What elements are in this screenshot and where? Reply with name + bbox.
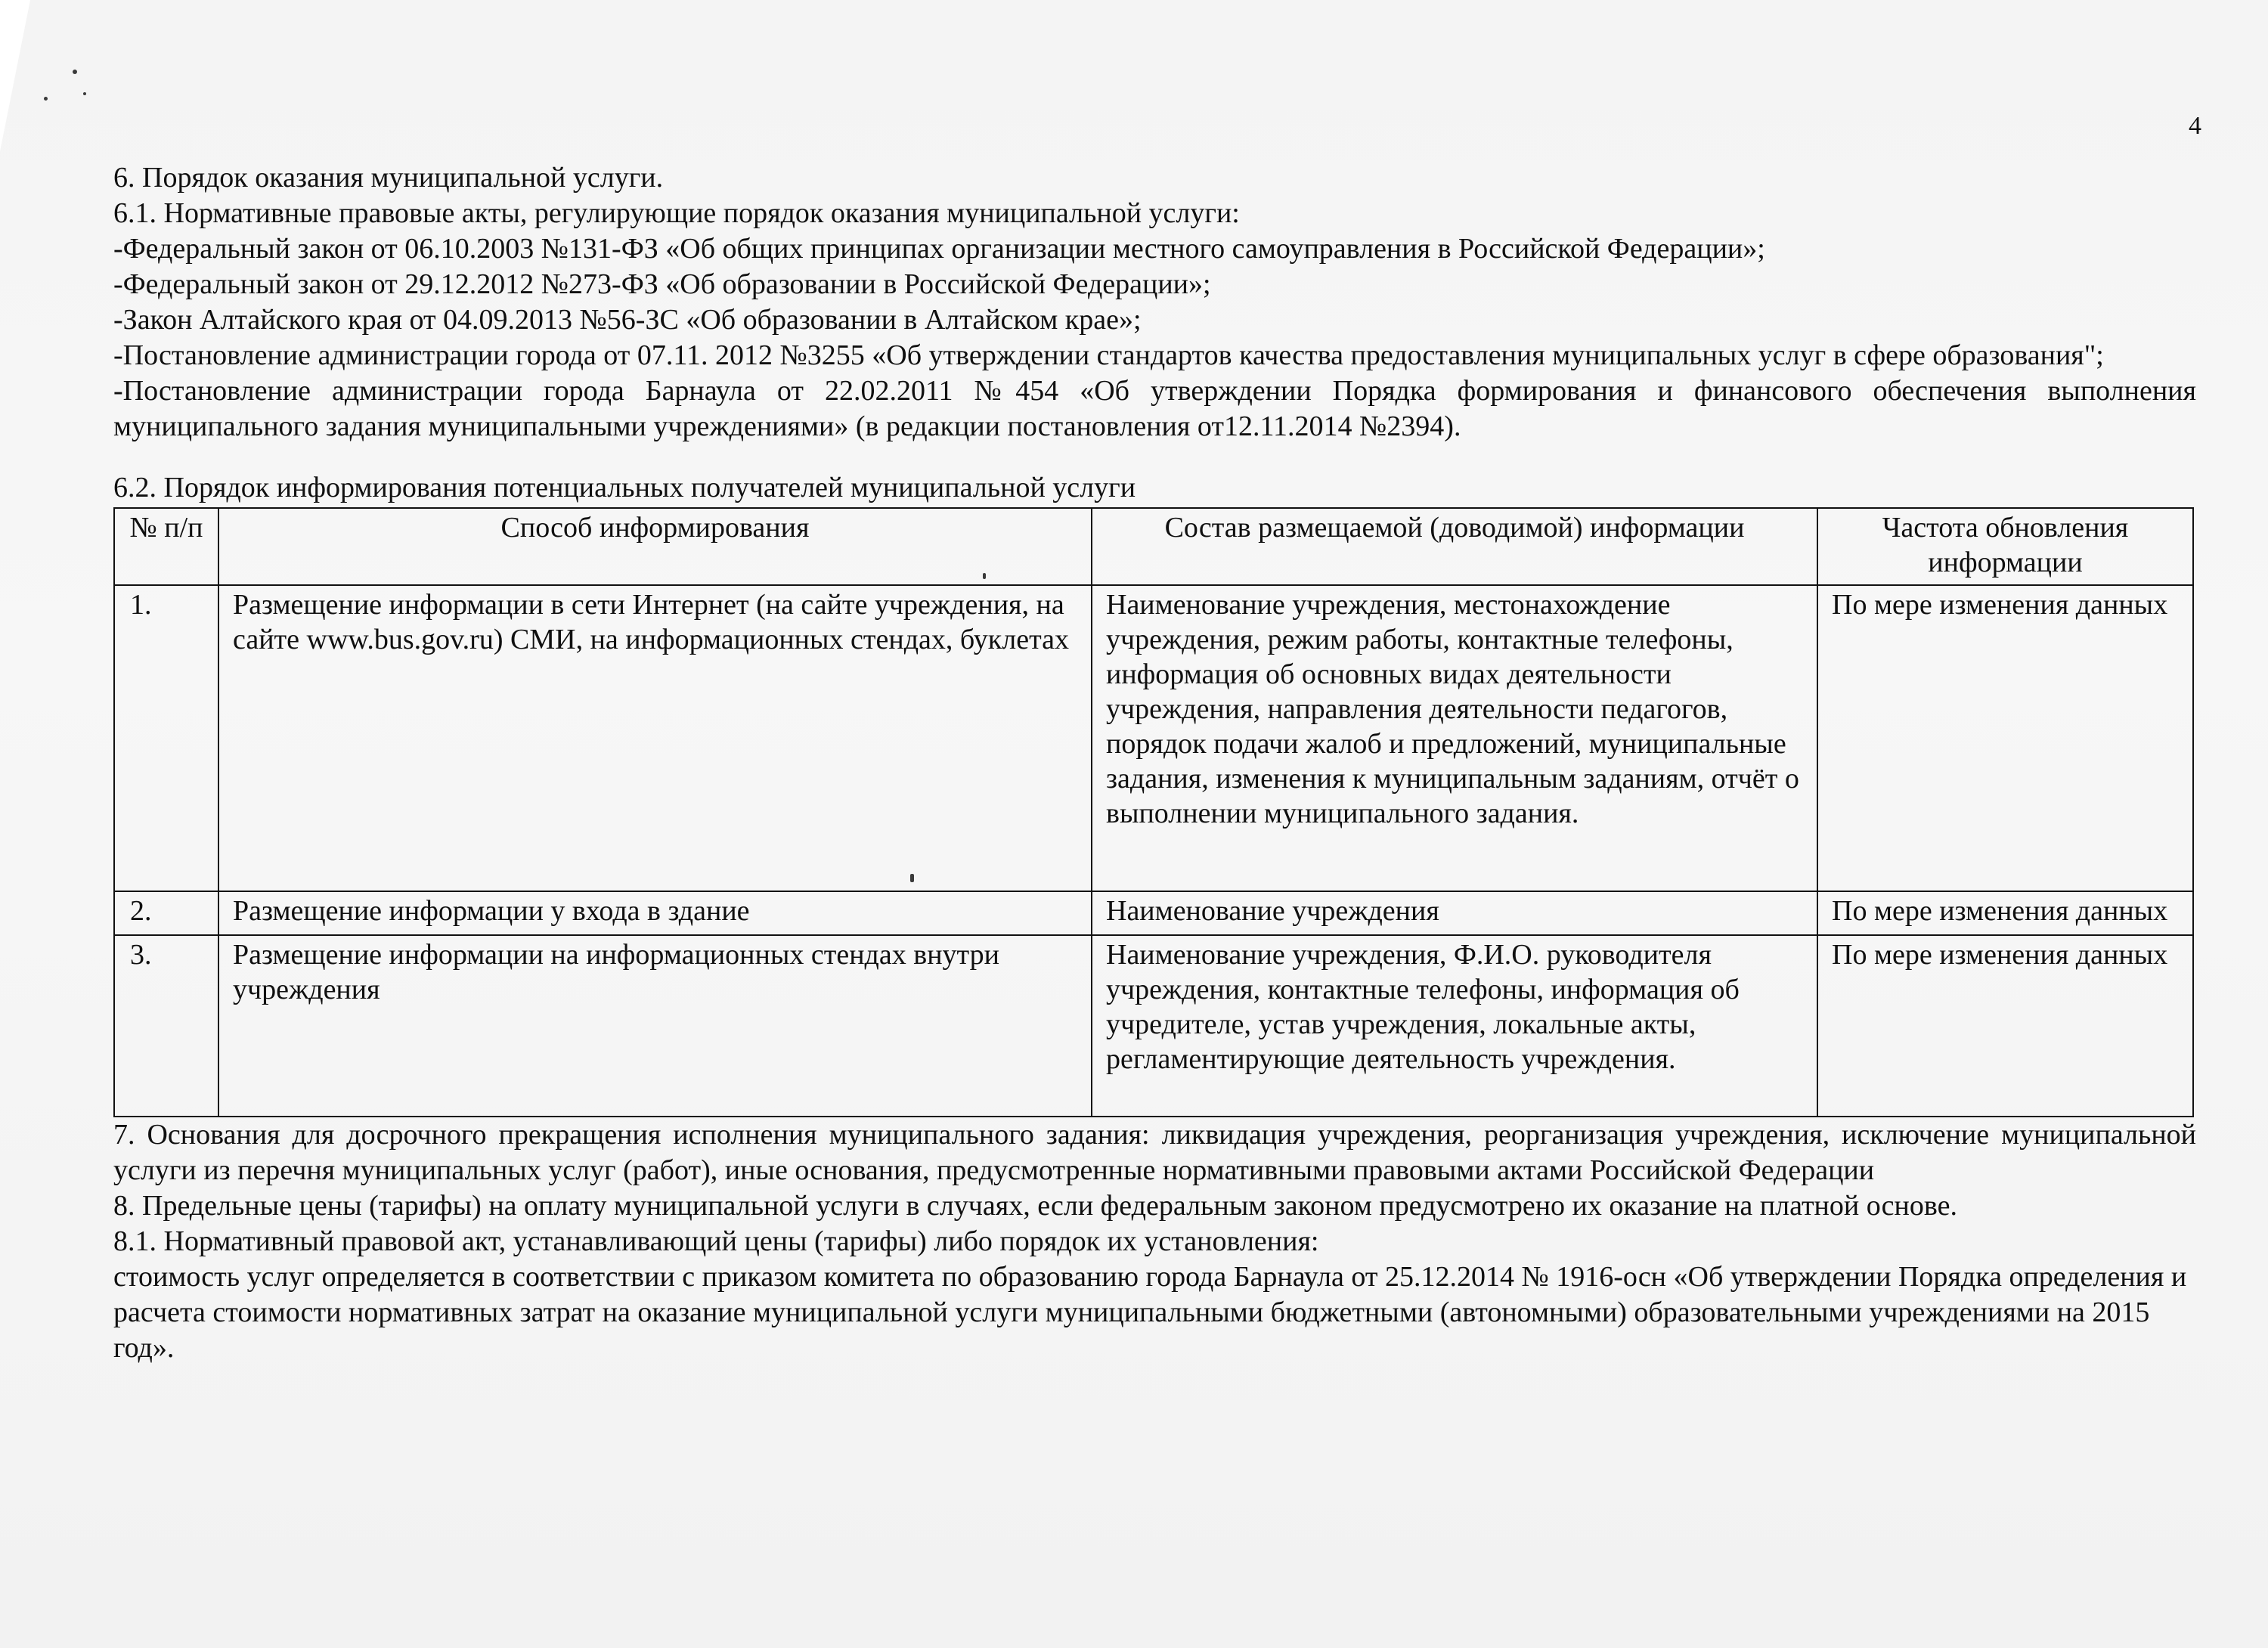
section-8: 8. Предельные цены (тарифы) на оплату муниципальной услуги в случаях, если федеральным законом предусмотрено их оказание на платной основе. — [113, 1190, 1957, 1222]
document-body — [113, 160, 2196, 1366]
header-frequency: Частота обновления информации — [1817, 508, 2193, 585]
row-number: 2. — [114, 891, 218, 935]
header-number: № п/п — [114, 508, 218, 585]
section-8-1-text: стоимость услуг определяется в соответствии с приказом комитета по образованию города Барнаула от 25.12.2014 № 1916-осн «Об утверждении Порядка определения и расчета стоимости нормативных затрат на оказание муниципальной услуги муниципальными бюджетными (автономными) образовательными учреждениями на 2015 год». — [113, 1261, 2187, 1364]
law-item: -Постановление администрации города от 07.11. 2012 №3255 «Об утверждении стандартов качества предоставления муниципальных услуг в сфере образования"; — [113, 339, 2104, 371]
header-method: Способ информирования — [218, 508, 1092, 585]
information-table — [113, 507, 2194, 1117]
page-number: 4 — [2189, 112, 2201, 140]
scan-speck — [83, 92, 86, 95]
law-item: -Постановление администрации города Барнаула от 22.02.2011 №454 «Об утверждении Порядка формирования и финансового обеспечения выполнения муниципального задания муниципальными учреждениями» (в редакции постановления от12.11.2014 №2394). — [113, 375, 2196, 442]
table-row — [114, 935, 2193, 1117]
row-method: Размещение информации в сети Интернет (на сайте учреждения, на сайте www.bus.gov.ru) СМИ, на информационных стендах, буклетах — [218, 585, 1092, 891]
law-item: -Федеральный закон от 06.10.2003 №131-ФЗ «Об общих принципах организации местного самоуправления в Российской Федерации»; — [113, 233, 1765, 265]
section-7: 7. Основания для досрочного прекращения исполнения муниципального задания: ликвидация учреждения, реорганизация учреждения, исключение муниципальной услуги из перечня муниципальных услуг (работ), иные основания, предусмотренные нормативными правовыми актами Российской Федерации — [113, 1119, 2196, 1186]
law-item: -Федеральный закон от 29.12.2012 №273-ФЗ «Об образовании в Российской Федерации»; — [113, 268, 1211, 300]
law-item: -Закон Алтайского края от 04.09.2013 №56-ЗС «Об образовании в Алтайском крае»; — [113, 304, 1142, 336]
row-frequency: По мере изменения данных — [1817, 891, 2193, 935]
table-row — [114, 585, 2193, 891]
table-row — [114, 891, 2193, 935]
row-number: 3. — [114, 935, 218, 1117]
section-8-1-title: 8.1. Нормативный правовой акт, устанавливающий цены (тарифы) либо порядок их установления: — [113, 1225, 1319, 1257]
row-content: Наименование учреждения — [1092, 891, 1817, 935]
row-method: Размещение информации на информационных стендах внутри учреждения — [218, 935, 1092, 1117]
row-content: Наименование учреждения, Ф.И.О. руководителя учреждения, контактные телефоны, информация об учредителе, устав учреждения, локальные акты, регламентирующие деятельность учреждения. — [1092, 935, 1817, 1117]
scan-speck — [44, 97, 48, 101]
row-frequency: По мере изменения данных — [1817, 585, 2193, 891]
folded-corner — [0, 0, 30, 151]
table-header-row — [114, 508, 2193, 585]
section-6-2-title: 6.2. Порядок информирования потенциальных получателей муниципальной услуги — [113, 472, 1136, 503]
row-frequency: По мере изменения данных — [1817, 935, 2193, 1117]
row-method: Размещение информации у входа в здание — [218, 891, 1092, 935]
header-content: Состав размещаемой (доводимой) информации — [1092, 508, 1817, 585]
scan-speck — [73, 70, 77, 74]
section-6-title: 6. Порядок оказания муниципальной услуги. — [113, 162, 664, 194]
row-content: Наименование учреждения, местонахождение учреждения, режим работы, контактные телефоны, информация об основных видах деятельности учреждения, направления деятельности педагогов, порядок подачи жалоб и предложений, муниципальные задания, изменения к муниципальным заданиям, отчёт о выполнении муниципального задания. — [1092, 585, 1817, 891]
row-number: 1. — [114, 585, 218, 891]
section-6-1-title: 6.1. Нормативные правовые акты, регулирующие порядок оказания муниципальной услуги: — [113, 197, 1240, 229]
